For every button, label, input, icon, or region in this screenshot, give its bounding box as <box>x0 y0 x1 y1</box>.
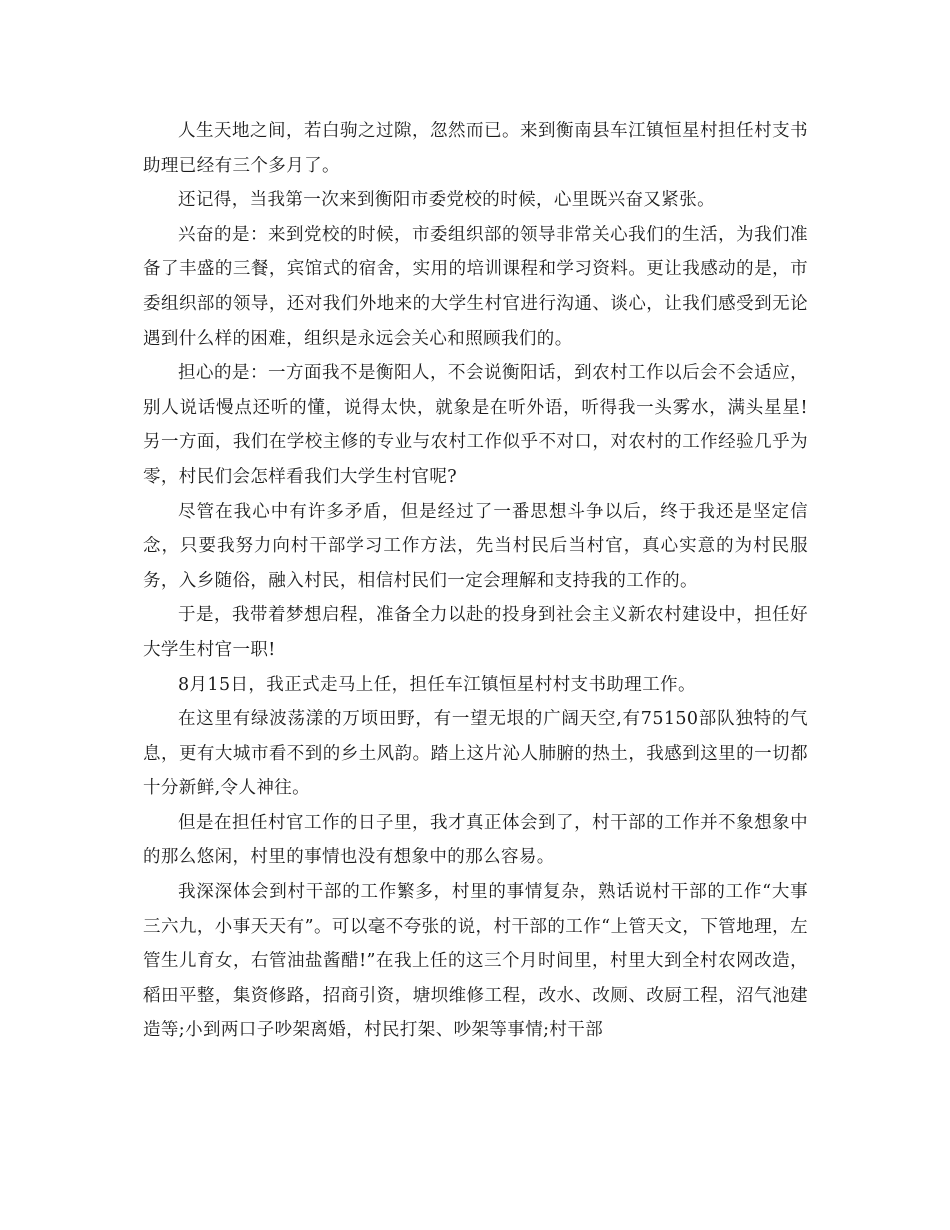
paragraph: 还记得，当我第一次来到衡阳市委党校的时候，心里既兴奋又紧张。 <box>178 190 715 211</box>
paragraph: 在这里有绿波荡漾的万顷田野，有一望无垠的广阔天空,有75150部队独特的气息，更有大城市看不到的乡土风韵。踏上这片沁人肺腑的热土，我感到这里的一切都十分新鲜,令人神往。 <box>143 709 808 799</box>
paragraph: 尽管在我心中有许多矛盾，但是经过了一番思想斗争以后，终于我还是坚定信念，只要我努力向村干部学习工作方法，先当村民后当村官，真心实意的为村民服务，入乡随俗，融入村民，相信村民们一定会理解和支持我的工作的。 <box>143 501 808 591</box>
paragraph: 于是，我带着梦想启程，准备全力以赴的投身到社会主义新农村建设中，担任好大学生村官一职! <box>143 605 808 660</box>
paragraph: 但是在担任村官工作的日子里，我才真正体会到了，村干部的工作并不象想象中的那么悠闲，村里的事情也没有想象中的那么容易。 <box>143 812 808 868</box>
document-body <box>143 114 808 1048</box>
paragraph: 兴奋的是：来到党校的时候，市委组织部的领导非常关心我们的生活，为我们准备了丰盛的三餐，宾馆式的宿舍，实用的培训课程和学习资料。更让我感动的是，市委组织部的领导，还对我们外地来的大学生村官进行沟通、谈心，让我们感受到无论遇到什么样的困难，组织是永远会关心和照顾我们的。 <box>143 224 808 349</box>
paragraph: 担心的是：一方面我不是衡阳人，不会说衡阳话，到农村工作以后会不会适应，别人说话慢点还听的懂，说得太快，就象是在听外语，听得我一头雾水，满头星星!另一方面，我们在学校主修的专业与农村工作似乎不对口，对农村的工作经验几乎为零，村民们会怎样看我们大学生村官呢? <box>143 363 808 487</box>
paragraph: 我深深体会到村干部的工作繁多，村里的事情复杂，熟话说村干部的工作“大事三六九，小事天天有”。可以毫不夸张的说，村干部的工作“上管天文，下管地理，左管生儿育女，右管油盐酱醋!”在我上任的这三个月时间里，村里大到全村农网改造，稻田平整，集资修路，招商引资，塘坝维修工程，改水、改厕、改厨工程，沼气池建造等;小到两口子吵架离婚，村民打架、吵架等事情;村干部 <box>143 882 808 1041</box>
paragraph: 8月15日，我正式走马上任，担任车江镇恒星村村支书助理工作。 <box>178 674 696 695</box>
paragraph: 人生天地之间，若白驹之过隙，忽然而已。来到衡南县车江镇恒星村担任村支书助理已经有三个多月了。 <box>143 121 808 176</box>
